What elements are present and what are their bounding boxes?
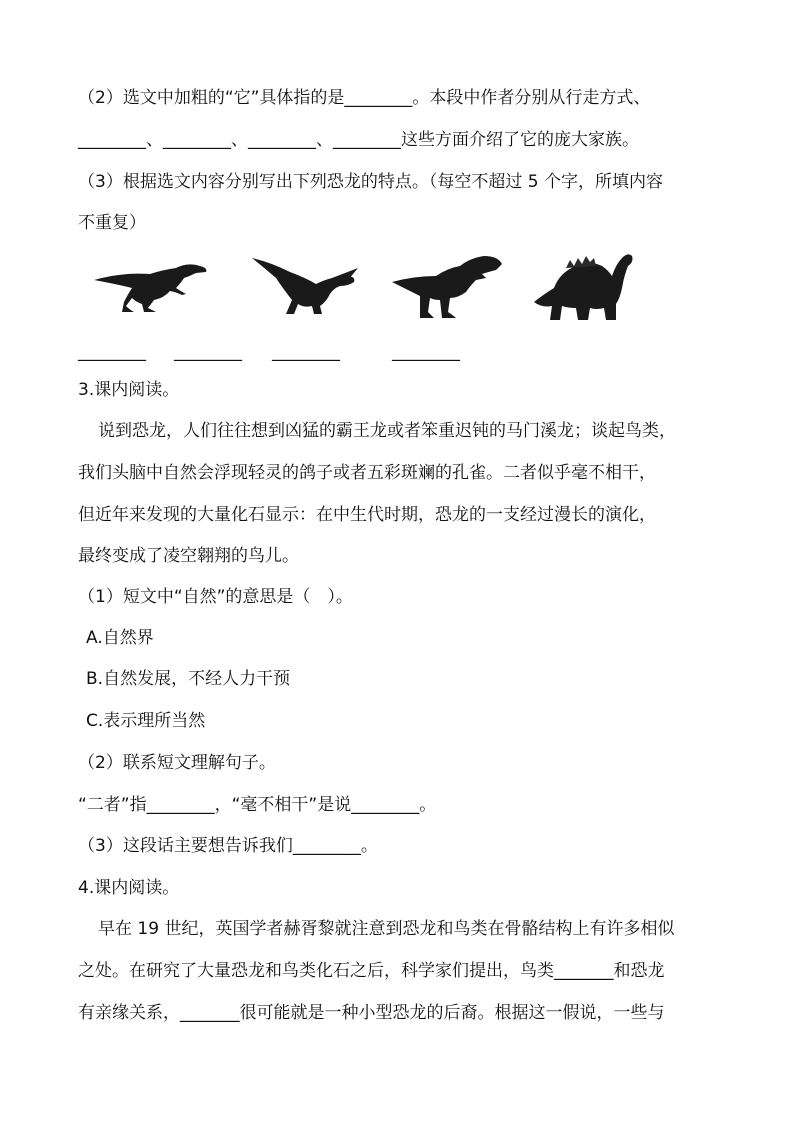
- question-3-sub3: （3）这段话主要想告诉我们________。: [78, 836, 378, 856]
- question-4-title: 4.课内阅读。: [78, 878, 180, 898]
- option-a[interactable]: A.自然界: [86, 628, 154, 648]
- passage-3-line-2: 我们头脑中自然会浮现轻灵的鸽子或者五彩斑斓的孔雀。二者似乎毫不相干，: [78, 463, 656, 483]
- parasaurolophus-icon: [250, 254, 360, 318]
- passage-4-line-2: 之处。在研究了大量恐龙和鸟类化石之后，科学家们提出，鸟类_______和恐龙: [78, 961, 665, 981]
- dino-answer-blanks: [78, 340, 518, 364]
- question-2-sub2-continued: ________、________、________、________这些方面介绍了它的庞大家族。: [78, 130, 639, 150]
- passage-3-line-4: 最终变成了凌空翱翔的鸟儿。: [78, 546, 299, 566]
- question-3-sub2: （2）联系短文理解句子。: [78, 753, 276, 773]
- velociraptor-icon: [92, 258, 214, 314]
- option-b[interactable]: B.自然发展，不经人力干预: [86, 669, 291, 689]
- question-3-title: 3.课内阅读。: [78, 380, 180, 400]
- question-2-sub3-continued: 不重复）: [78, 213, 146, 233]
- dino-blank-3[interactable]: ________: [272, 342, 340, 362]
- passage-3-line-3: 但近年来发现的大量化石显示：在中生代时期，恐龙的一支经过漫长的演化，: [78, 505, 656, 525]
- question-3-sub1: （1）短文中“自然”的意思是（ ）。: [78, 587, 353, 607]
- sauropod-icon: [532, 250, 636, 324]
- dino-blank-2[interactable]: ________: [174, 342, 242, 362]
- question-2-sub2: （2）选文中加粗的“它”具体指的是________。本段中作者分别从行走方式、: [78, 88, 651, 108]
- passage-4-line-3: 有亲缘关系，_______很可能就是一种小型恐龙的后裔。根据这一假说，一些与: [78, 1003, 665, 1023]
- question-3-sub2-continued: “二者”指________，“毫不相干”是说________。: [78, 795, 437, 815]
- dino-blank-4[interactable]: ________: [392, 342, 460, 362]
- tyrannosaurus-icon: [390, 252, 504, 320]
- passage-4-line-1: 早在 19 世纪，英国学者赫胥黎就注意到恐龙和鸟类在骨骼结构上有许多相似: [98, 919, 675, 939]
- passage-3-line-1: 说到恐龙，人们往往想到凶猛的霸王龙或者笨重迟钝的马门溪龙；谈起鸟类，: [98, 421, 676, 441]
- question-2-sub3: （3）根据选文内容分别写出下列恐龙的特点。（每空不超过 5 个字，所填内容: [78, 172, 663, 192]
- dino-blank-1[interactable]: ________: [78, 342, 146, 362]
- option-c[interactable]: C.表示理所当然: [86, 711, 206, 731]
